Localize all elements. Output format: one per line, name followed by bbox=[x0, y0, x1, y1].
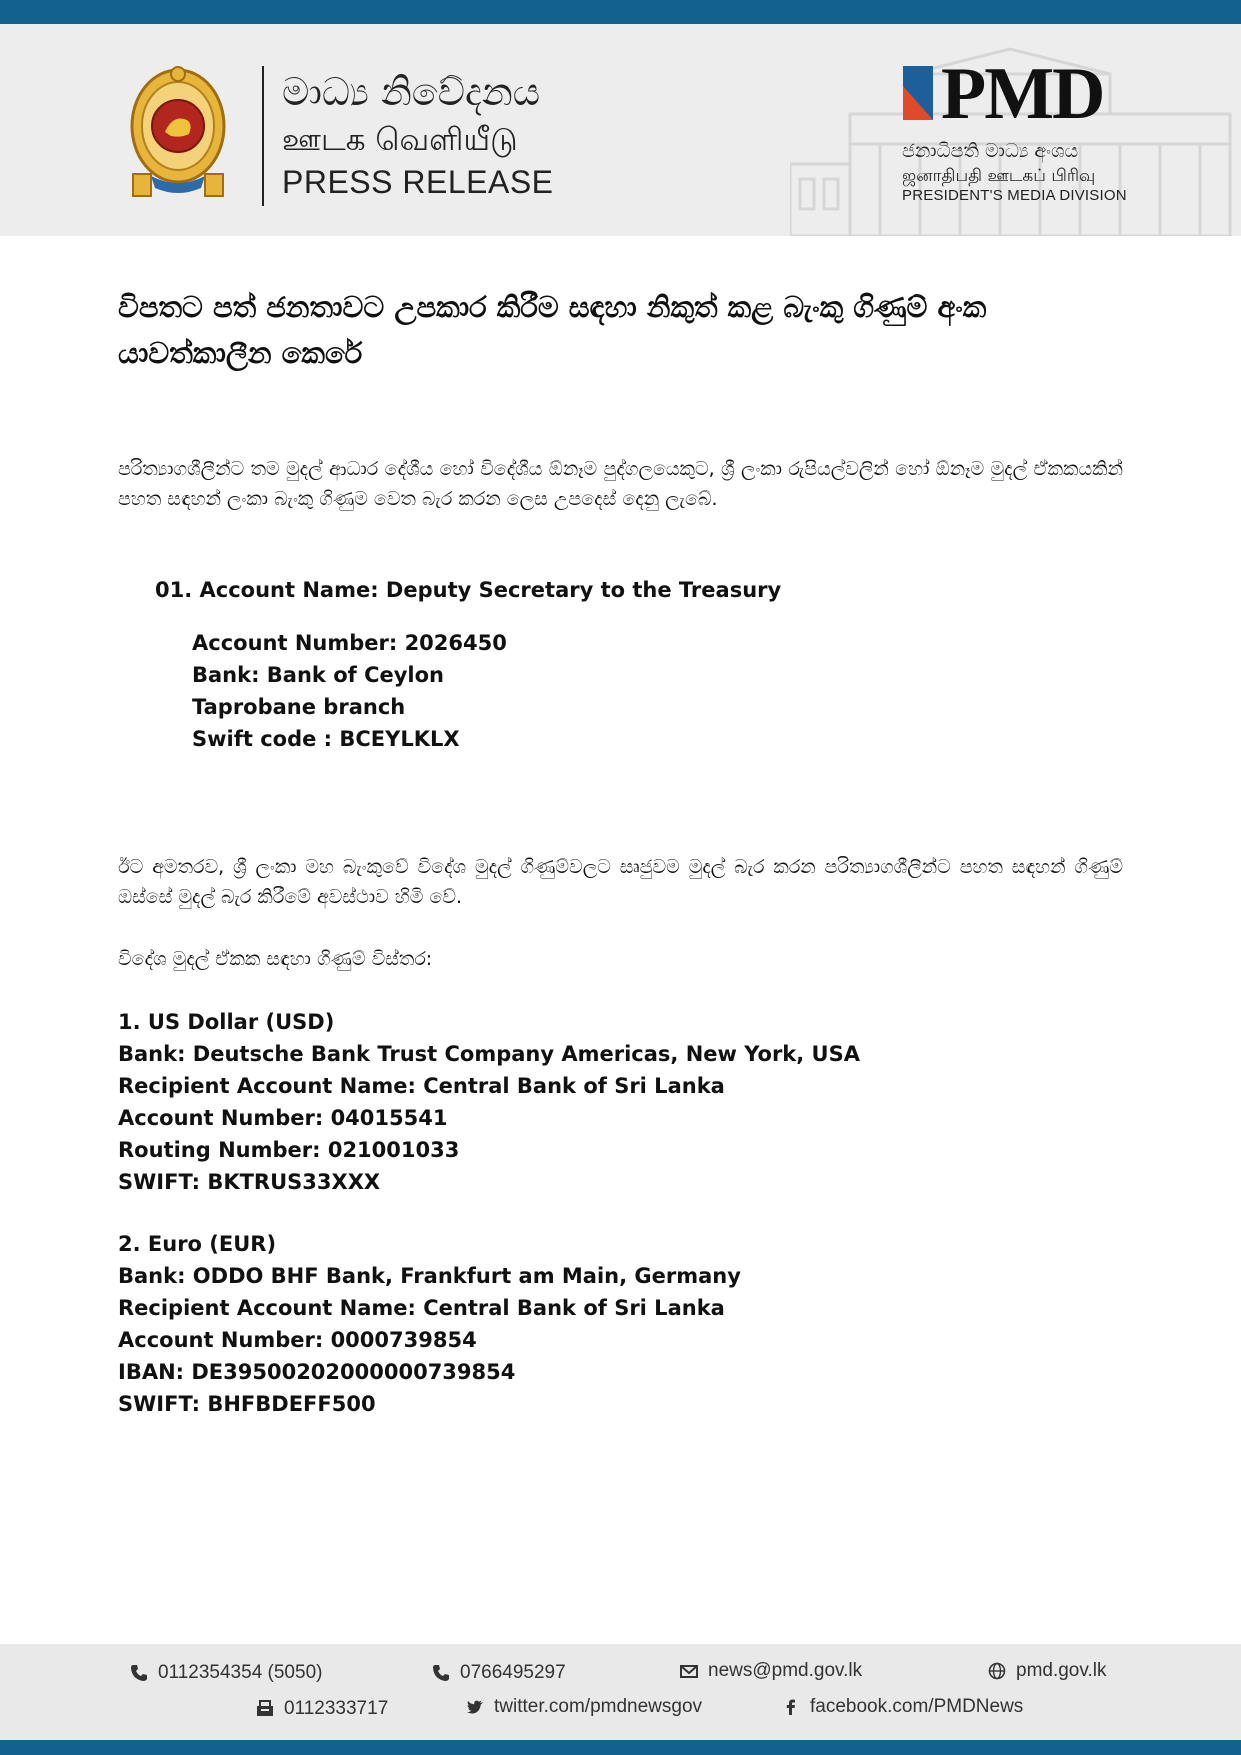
website-link[interactable] bbox=[988, 1660, 1106, 1682]
eur-account-number: Account Number: 0000739854 bbox=[118, 1328, 477, 1352]
local-account-number: Account Number: 2026450 bbox=[192, 631, 507, 655]
contact-footer bbox=[0, 1644, 1241, 1740]
facebook-link[interactable] bbox=[782, 1696, 1023, 1718]
usd-recipient: Recipient Account Name: Central Bank of Sri Lanka bbox=[118, 1074, 725, 1098]
division-name-sinhala: ජනාධිපති මාධ්‍ය අංශය bbox=[902, 140, 1079, 162]
twitter-text: twitter.com/pmdnewsgov bbox=[494, 1696, 703, 1717]
local-account-swift: Swift code : BCEYLKLX bbox=[192, 727, 460, 751]
usd-bank: Bank: Deutsche Bank Trust Company Americas, New York, USA bbox=[118, 1042, 860, 1066]
eur-bank: Bank: ODDO BHF Bank, Frankfurt am Main, Germany bbox=[118, 1264, 741, 1288]
intro-paragraph: පරිත්‍යාගශීලීන්ට තම මුදල් ආධාර දේශීය හෝ විදේශීය ඕනෑම පුද්ගලයෙකුට, ශ්‍රී ලංකා රුපියල්වලින් හෝ ඕනෑම මුදල් ඒකකයකින් පහත සඳහන් ලංකා බැංකු ගිණුම වෙත බැර කරන ලෙස උපදෙස් දෙනු ලැබේ. bbox=[118, 458, 1123, 510]
release-title: විපතට පත් ජනතාවට උපකාර කිරීම සඳහා නිකුත් කළ බැංකු ගිණුම් අංක යාවත්කාලීන කෙරේ bbox=[118, 290, 987, 370]
local-account-heading: 01. Account Name: Deputy Secretary to the Treasury bbox=[155, 578, 782, 602]
local-account-branch: Taprobane branch bbox=[192, 695, 406, 719]
facebook-text: facebook.com/PMDNews bbox=[810, 1696, 1024, 1717]
twitter-icon bbox=[466, 1698, 484, 1716]
pmd-logo-mark-icon bbox=[903, 66, 933, 120]
phone-mobile-text: 0766495297 bbox=[460, 1662, 566, 1683]
foreign-accounts-paragraph: ඊට අමතරව, ශ්‍රී ලංකා මහ බැංකුවේ විදේශ මුදල් ගිණුම්වලට සෘජුවම මුදල් බැර කරන පරිත්‍යාගශීලීන්ට පහත සඳහන් ගිණුම් ඔස්සේ මුදල් බැර කිරීමේ අවස්ථාව හිමි වේ. bbox=[118, 856, 1123, 908]
eur-heading: 2. Euro (EUR) bbox=[118, 1232, 277, 1256]
top-accent-bar bbox=[0, 0, 1241, 24]
fax-text: 0112333717 bbox=[284, 1698, 389, 1719]
local-account-details bbox=[192, 627, 507, 755]
national-emblem-icon bbox=[127, 64, 229, 202]
pmd-logo-text: PMD bbox=[941, 53, 1104, 135]
usd-routing-number: Routing Number: 021001033 bbox=[118, 1138, 460, 1162]
phone-mobile[interactable] bbox=[432, 1662, 566, 1684]
phone-icon bbox=[130, 1664, 148, 1682]
email-text: news@pmd.gov.lk bbox=[708, 1660, 863, 1681]
usd-account-number: Account Number: 04015541 bbox=[118, 1106, 448, 1130]
usd-heading: 1. US Dollar (USD) bbox=[118, 1010, 335, 1034]
phone-icon bbox=[432, 1664, 450, 1682]
bottom-accent-bar bbox=[0, 1740, 1241, 1755]
division-name-tamil: ஜனாதிபதி ஊடகப் பிரிவு bbox=[902, 166, 1096, 186]
english-press-release-title: PRESS RELEASE bbox=[282, 164, 554, 200]
foreign-accounts-heading: විදේශ මුදල් ඒකක සඳහා ගිණුම් විස්තර: bbox=[118, 948, 433, 970]
local-account-bank: Bank: Bank of Ceylon bbox=[192, 663, 444, 687]
eur-swift: SWIFT: BHFBDEFF500 bbox=[118, 1392, 376, 1416]
phone-main[interactable] bbox=[130, 1662, 322, 1684]
email-link[interactable] bbox=[680, 1660, 862, 1682]
eur-account-block bbox=[118, 1228, 741, 1420]
globe-icon bbox=[988, 1662, 1006, 1680]
envelope-icon bbox=[680, 1662, 698, 1680]
phone-main-text: 0112354354 (5050) bbox=[158, 1662, 323, 1683]
sinhala-press-release-title: මාධ්‍ය නිවේදනය bbox=[282, 70, 541, 114]
facebook-icon bbox=[782, 1698, 800, 1716]
tamil-press-release-title: ஊடக வெளியீடு bbox=[282, 122, 518, 158]
header-divider bbox=[262, 66, 264, 206]
letterhead bbox=[0, 24, 1241, 236]
website-text: pmd.gov.lk bbox=[1016, 1660, 1107, 1681]
usd-swift: SWIFT: BKTRUS33XXX bbox=[118, 1170, 381, 1194]
twitter-link[interactable] bbox=[466, 1696, 702, 1718]
fax-icon bbox=[256, 1700, 274, 1718]
usd-account-block bbox=[118, 1006, 860, 1198]
division-name-english: PRESIDENT'S MEDIA DIVISION bbox=[902, 187, 1127, 204]
eur-recipient: Recipient Account Name: Central Bank of Sri Lanka bbox=[118, 1296, 725, 1320]
fax-number[interactable] bbox=[256, 1698, 388, 1720]
eur-iban: IBAN: DE39500202000000739854 bbox=[118, 1360, 516, 1384]
